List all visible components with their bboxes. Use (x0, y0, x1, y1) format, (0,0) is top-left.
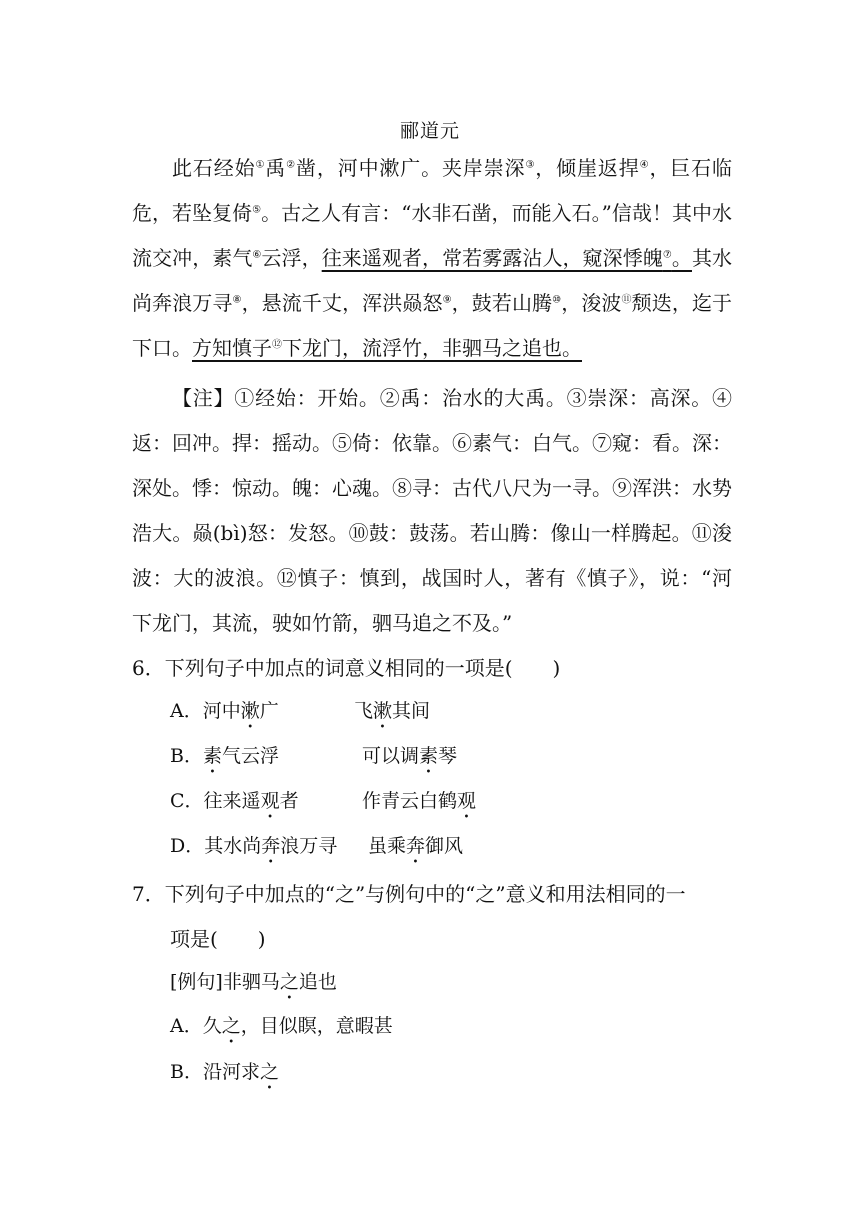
option-text: 飞 (354, 700, 374, 722)
passage-segment: 颓迭，迄于下口。 (132, 291, 733, 360)
footnote-marker: ⑤ (252, 204, 262, 216)
dotted-char: 漱 (240, 700, 260, 722)
option-label: A． (170, 700, 203, 722)
footnote-marker: ⑩ (552, 294, 562, 306)
footnote-marker: ⑧ (232, 294, 242, 306)
passage-segment: ，浚波 (561, 291, 622, 315)
q6-option-c[interactable] (170, 779, 299, 824)
q6-option-a[interactable] (170, 689, 279, 734)
passage-segment: 下龙门，流浮竹，非驷马之追也。 (282, 336, 582, 360)
footnote-marker: ④ (639, 159, 650, 171)
option-text: 其水尚 (204, 835, 262, 857)
q6-option-a-compare (354, 689, 430, 734)
passage-segment: 。 (671, 246, 692, 270)
option-label: B． (170, 1061, 203, 1083)
dotted-char: 奔 (406, 835, 426, 857)
q6-option-d-compare (368, 824, 463, 869)
underlined-sentence-2 (192, 336, 582, 360)
option-label: C． (170, 790, 204, 812)
dotted-char: 观 (457, 790, 477, 812)
passage-segment: 其水尚奔浪万寻 (132, 246, 733, 315)
option-text: 沿河求 (202, 1061, 260, 1083)
option-text: 御风 (425, 835, 464, 857)
passage-segment: 方知慎子 (192, 336, 272, 360)
q6-option-c-compare (362, 779, 476, 824)
dotted-char: 素 (202, 745, 222, 767)
q7-example-sentence (170, 960, 337, 1005)
passage-segment: ，鼓若山腾 (451, 291, 553, 315)
q6-option-d[interactable] (170, 824, 337, 869)
option-text: 广 (259, 700, 279, 722)
question-6-stem: 6．下列句子中加点的词意义相同的一项是( ) (132, 656, 561, 680)
option-text: 浪万寻 (280, 835, 338, 857)
dotted-char: 之 (279, 971, 299, 993)
passage-segment: ，倾崖返捍 (535, 156, 640, 180)
option-text: 可以调 (362, 745, 420, 767)
passage-segment: 凿，河中漱广。夹岸崇深 (295, 156, 526, 180)
passage-segment: 往来遥观者，常若雾露沾人，窥深悸魄 (321, 246, 663, 270)
footnote-marker: ⑥ (252, 249, 262, 261)
option-text: 气云浮 (221, 745, 279, 767)
author-name: 郦道元 (399, 120, 460, 142)
footnote-marker: ⑫ (272, 339, 282, 351)
footnote-marker: ① (255, 159, 266, 171)
q7-option-a[interactable] (170, 1004, 393, 1049)
example-text: 追也 (298, 971, 337, 993)
q6-option-b-compare (362, 734, 457, 779)
passage-segment: 。古之人有言：“水非石凿，而能入石。”信哉！其中水流交冲，素气 (132, 201, 733, 270)
option-text: 琴 (438, 745, 458, 767)
option-text: 久 (202, 1015, 222, 1037)
passage-segment: 此石经始 (172, 156, 256, 180)
dotted-char: 素 (419, 745, 439, 767)
footnote-marker: ⑨ (442, 294, 452, 306)
option-text: 河中 (202, 700, 241, 722)
q6-option-b[interactable] (170, 734, 279, 779)
dotted-char: 之 (221, 1015, 241, 1037)
option-label: A． (170, 1015, 203, 1037)
dotted-char: 观 (260, 790, 280, 812)
underlined-sentence-1 (322, 246, 692, 270)
passage-segment: ，悬流千丈，浑洪赑怒 (241, 291, 443, 315)
option-text: 者 (279, 790, 299, 812)
footnote-marker: ③ (525, 159, 536, 171)
option-text: 其间 (392, 700, 431, 722)
passage-segment: 禹 (265, 156, 287, 180)
option-label: D． (170, 835, 205, 857)
option-text: 作青云白鹤 (362, 790, 458, 812)
dotted-char: 漱 (373, 700, 393, 722)
footnote-marker: ② (286, 159, 296, 171)
question-7-stem-line-2: 项是( ) (170, 927, 266, 951)
passage-segment: 云浮， (261, 246, 322, 270)
option-text: 虽乘 (368, 835, 407, 857)
option-text: ，目似瞑，意暇甚 (240, 1015, 393, 1037)
dotted-char: 奔 (261, 835, 281, 857)
question-7-stem-line-1: 7．下列句子中加点的“之”与例句中的“之”意义和用法相同的一 (132, 882, 686, 906)
option-label: B． (170, 745, 203, 767)
footnote-marker: ⑪ (621, 294, 632, 306)
footnote-marker: ⑦ (662, 249, 672, 261)
annotation-notes: 【注】①经始：开始。②禹：治水的大禹。③崇深：高深。④返：回冲。捍：摇动。⑤倚：依靠。⑥素气：白气。⑦窥：看。深：深处。悸：惊动。魄：心魂。⑧寻：古代八尺为一寻。⑨浑洪：水势浩大。赑(bì)怒：发怒。⑩鼓：鼓荡。若山腾：像山一样腾起。⑪浚波：大的波浪。⑫慎子：慎到，战国时人，著有《慎子》，说：“河下龙门，其流，驶如竹箭，驷马追之不及。” (132, 386, 732, 635)
option-text: 往来遥 (203, 790, 261, 812)
passage-segment: ，巨石临危，若坠复倚 (132, 156, 733, 225)
passage-text (132, 146, 732, 371)
example-text: [例句]非驷马 (170, 971, 280, 993)
q7-option-b[interactable] (170, 1050, 279, 1095)
dotted-char: 之 (259, 1061, 279, 1083)
